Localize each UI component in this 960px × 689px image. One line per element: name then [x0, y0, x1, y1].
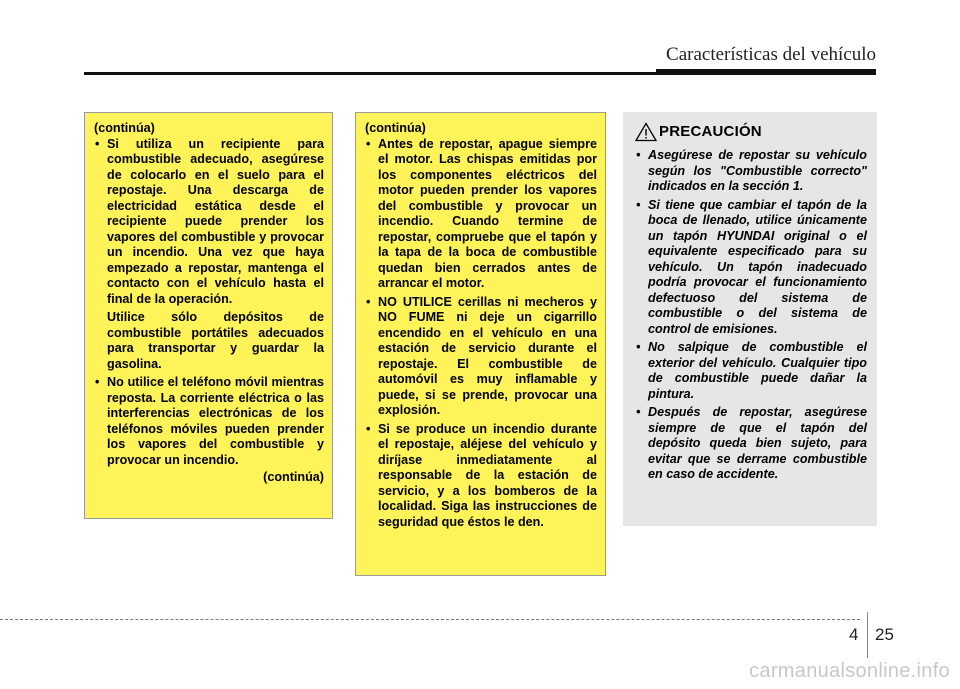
continued-label-bottom: (continúa) [263, 470, 324, 484]
warning-item: • Si tiene que cambiar el tapón de la boca de llenado, utilice únicamente un tapón HYUNDAI original o el equivalente especificado para su vehículo. Un tapón inadecuado podría provocar el funcionamiento defectuoso del sistema de combustible o del sistema de control de emisiones. [635, 198, 867, 338]
continued-label-top: (continúa) [94, 121, 155, 135]
warning-triangle-icon [635, 122, 657, 142]
warning-box [623, 112, 877, 526]
continued-label-top: (continúa) [365, 121, 426, 135]
caution-item: • No utilice el teléfono móvil mientras reposta. La corriente eléctrica o las interferencias electrónicas de los teléfonos móviles pueden prender los vapores del combustible y provocar un incendio. [94, 375, 324, 468]
chapter-number: 4 [849, 625, 859, 644]
page-number: 25 [875, 625, 894, 644]
warning-title: PRECAUCIÓN [659, 123, 762, 141]
caution-box-left [84, 112, 333, 519]
caution-item: • Si utiliza un recipiente para combustible adecuado, asegúrese de colocarlo en el suelo para el repostaje. Una descarga de electricidad estática desde el recipiente puede prender los vapores del combustible y provocar un incendio. Una vez que haya empezado a repostar, mantenga el contacto con el vehículo hasta el final de la operación. [94, 137, 324, 308]
warning-item: • Asegúrese de repostar su vehículo según los "Combustible correcto" indicados en la sección 1. [635, 148, 867, 195]
caution-item-continuation: Utilice sólo depósitos de combustible portátiles adecuados para transportar y guardar la gasolina. [107, 310, 324, 371]
caution-list-left [94, 137, 324, 308]
caution-list-middle [365, 137, 597, 531]
watermark: carmanualsonline.info [749, 660, 950, 682]
caution-box-middle [355, 112, 606, 576]
caution-item: • Si se produce un incendio durante el repostaje, aléjese del vehículo y diríjase inmediatamente al responsable de la estación de servicio, y a los bomberos de la localidad. Siga las instrucciones de seguridad que éstos le den. [365, 422, 597, 531]
header-rule-accent [656, 69, 876, 74]
caution-item: • NO UTILICE cerillas ni mecheros y NO FUME ni deje un cigarrillo encendido en el vehículo en una estación de servicio durante el repostaje. El combustible de automóvil es muy inflamable y puede, si se prende, provocar una explosión. [365, 295, 597, 419]
caution-list-left-2 [94, 375, 324, 468]
warning-header [635, 122, 867, 142]
page-number-separator [867, 612, 868, 658]
warning-item: • No salpique de combustible el exterior del vehículo. Cualquier tipo de combustible puede dañar la pintura. [635, 340, 867, 402]
footer-rule [0, 619, 860, 620]
warning-item: • Después de repostar, asegúrese siempre de que el tapón del depósito queda bien sujeto, para evitar que se derrame combustible en caso de accidente. [635, 405, 867, 483]
warning-list [635, 148, 867, 483]
header-title: Características del vehículo [666, 44, 876, 65]
caution-item: • Antes de repostar, apague siempre el motor. Las chispas emitidas por los componentes eléctricos del motor pueden prender los vapores del combustible y provocar un incendio. Cuando termine de repostar, compruebe que el tapón y la tapa de la boca de combustible quedan bien cerrados antes de arrancar el motor. [365, 137, 597, 292]
